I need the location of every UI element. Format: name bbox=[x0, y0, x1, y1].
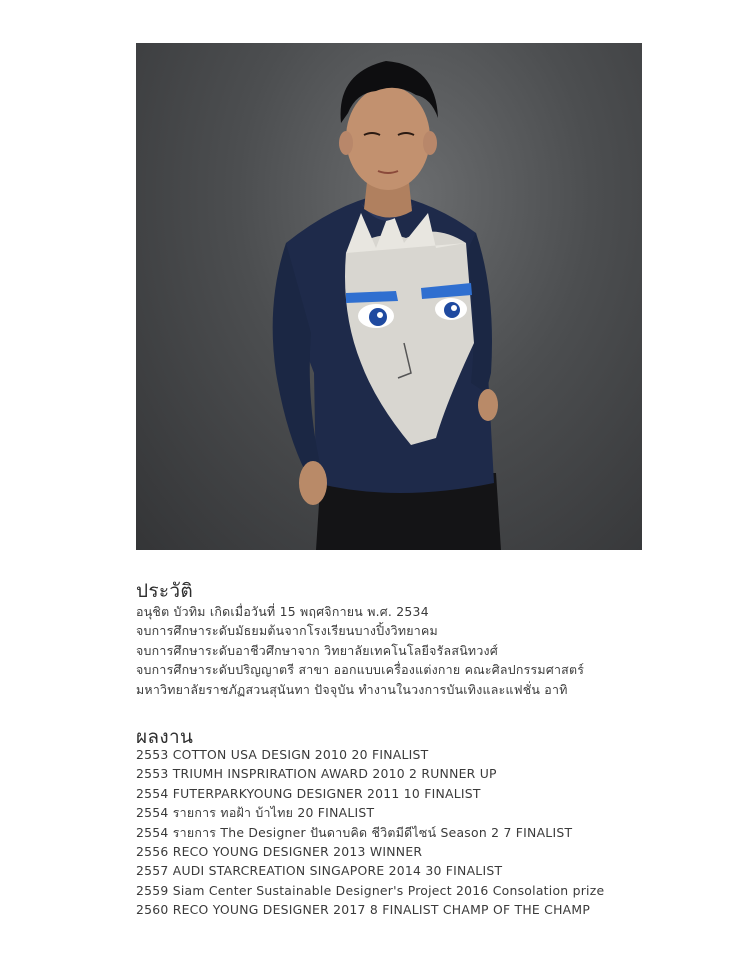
portrait-photo bbox=[136, 43, 642, 550]
works-item: 2560 RECO YOUNG DESIGNER 2017 8 FINALIST CHAMP OF THE CHAMP bbox=[136, 902, 591, 918]
works-item: 2557 AUDI STARCREATION SINGAPORE 2014 30 FINALIST bbox=[136, 863, 503, 879]
bio-list bbox=[136, 602, 584, 699]
works-item: 2559 Siam Center Sustainable Designer's Project 2016 Consolation prize bbox=[136, 882, 605, 898]
works-item: 2556 RECO YOUNG DESIGNER 2013 WINNER bbox=[136, 844, 423, 860]
bio-line: จบการศึกษาระดับปริญญาตรี สาขา ออกแบบเครื่องแต่งกาย คณะศิลปกรรมศาสตร์ bbox=[136, 662, 585, 678]
works-item: 2554 รายการ The Designer ปันดาบคิด ชีวิตมีดีไซน์ Season 2 7 FINALIST bbox=[136, 824, 573, 840]
works-item: 2553 TRIUMH INSPRIRATION AWARD 2010 2 RUNNER UP bbox=[136, 766, 497, 782]
works-list bbox=[136, 745, 604, 920]
works-item: 2554 รายการ ทอฝ้า บ้าไทย 20 FINALIST bbox=[136, 805, 375, 821]
bio-line: อนุชิต บัวทิม เกิดเมื่อวันที่ 15 พฤศจิกายน พ.ศ. 2534 bbox=[136, 604, 429, 619]
works-item: 2554 FUTERPARKYOUNG DESIGNER 2011 10 FINALIST bbox=[136, 785, 481, 801]
bio-line: จบการศึกษาระดับมัธยมต้นจากโรงเรียนบางปิ้งวิทยาคม bbox=[136, 623, 438, 639]
bio-heading: ประวัติ bbox=[136, 580, 193, 602]
bio-line: จบการศึกษาระดับอาชีวศึกษาจาก วิทยาลัยเทคโนโลยีจรัลสนิทวงศ์ bbox=[136, 642, 498, 658]
works-heading: ผลงาน bbox=[136, 726, 194, 748]
bio-line: มหาวิทยาลัยราชภัฏสวนสุนันทา ปัจจุบัน ทำงานในวงการบันเทิงและแฟชั่น อาทิ bbox=[136, 681, 568, 697]
works-item: 2553 COTTON USA DESIGN 2010 20 FINALIST bbox=[136, 747, 429, 762]
portrait-illustration bbox=[136, 43, 642, 550]
